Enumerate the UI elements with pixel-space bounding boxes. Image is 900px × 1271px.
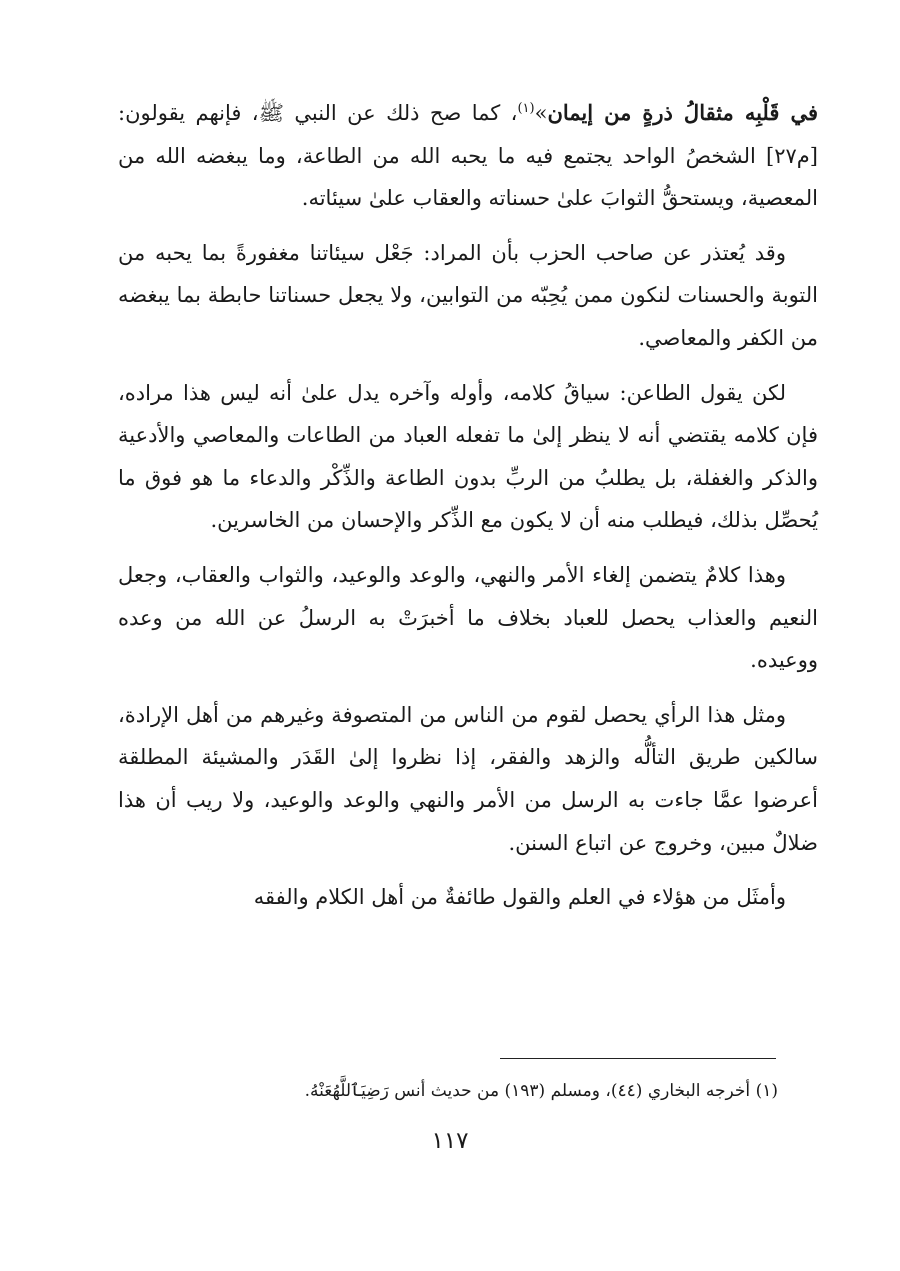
paragraph-1-text: ، كما صح ذلك عن النبي ﷺ، فإنهم يقولون: [م٢٧] الشخصُ الواحد يجتمع فيه ما يحبه الله من الطاعة، وما يبغضه الله من المعصية، ويستحقُّ الثوابَ علىٰ حسناته والعقاب علىٰ سيئاته. [118,101,818,211]
footnote [118,1076,778,1106]
main-text [118,92,818,919]
paragraph-2: وقد يُعتذر عن صاحب الحزب بأن المراد: جَعْل سيئاتنا مغفورةً بما يحبه من التوبة والحسنات لنكون ممن يُحِبّه من التوابين، ولا يجعل حسناتنا حابطة بما يبغضه من الكفر والمعاصي. [118,240,818,350]
footnote-text: أخرجه البخاري (٤٤)، ومسلم (١٩٣) من حديث أنس رَضِيَٱللَّهُعَنْهُ. [304,1081,751,1101]
footnote-marker: (١) [755,1081,778,1101]
hadith-quote: في قَلْبِه مثقالُ ذرةٍ من إيمان [547,100,819,125]
footnote-reference[interactable]: (١) [517,101,535,116]
paragraph-5: ومثل هذا الرأي يحصل لقوم من الناس من المتصوفة وغيرهم من أهل الإرادة، سالكين طريق التألُّه والزهد والفقر، إذا نظروا إلىٰ القَدَر والمشيئة المطلقة أعرضوا عمَّا جاءت به الرسل من الأمر والنهي والوعد والوعيد، ولا ريب أن هذا ضلالٌ مبين، وخروج عن اتباع السنن. [118,702,818,855]
paragraph-1 [118,92,818,220]
quote-close-mark: » [534,101,548,125]
paragraph-3: لكن يقول الطاعن: سياقُ كلامه، وأوله وآخره يدل علىٰ أنه ليس هذا مراده، فإن كلامه يقتضي أنه لا ينظر إلىٰ ما تفعله العباد من الطاعات والمعاصي والأدعية والذكر والغفلة، بل يطلبُ من الربِّ بدون الطاعة والذِّكْر والدعاء ما هو فوق ما يُحصِّل بذلك، فيطلب منه أن لا يكون مع الذِّكر والإحسان من الخاسرين. [118,380,818,533]
paragraph-6: وأمثَل من هؤلاء في العلم والقول طائفةٌ من أهل الكلام والفقه [253,885,786,910]
footnote-divider [500,1058,776,1059]
paragraph-4: وهذا كلامٌ يتضمن إلغاء الأمر والنهي، والوعد والوعيد، والثواب والعقاب، وجعل النعيم والعذاب يحصل للعباد بخلاف ما أخبرَتْ به الرسلُ عن الله من وعده ووعيده. [118,562,818,673]
page-number: ١١٧ [431,1128,469,1154]
